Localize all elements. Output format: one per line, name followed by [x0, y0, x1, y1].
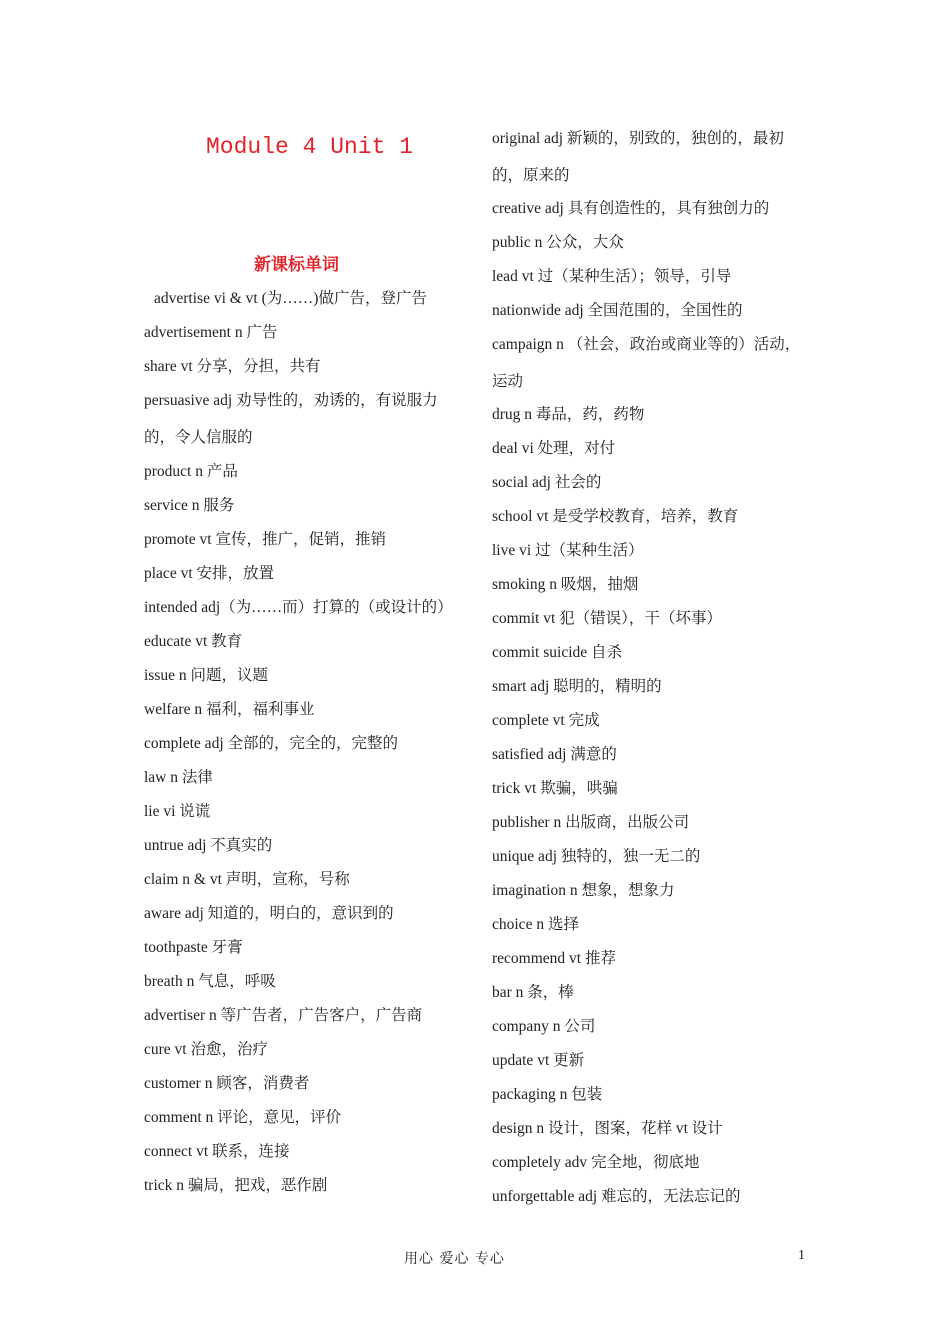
vocab-entry: issue n 问题，议题 [144, 667, 269, 684]
vocab-entry: deal vi 处理，对付 [492, 440, 616, 457]
vocab-entry: complete vt 完成 [492, 712, 600, 729]
vocab-entry: imagination n 想象，想象力 [492, 882, 675, 899]
vocab-entry: lead vt 过（某种生活）；领导，引导 [492, 268, 732, 285]
vocab-entry: campaign n （社会，政治或商业等的）活动，运动 [492, 336, 801, 390]
vocab-entry: smoking n 吸烟，抽烟 [492, 576, 639, 593]
vocab-entry: share vt 分享，分担，共有 [144, 358, 321, 375]
vocab-entry: design n 设计，图案，花样 vt 设计 [492, 1120, 723, 1137]
vocab-entry: commit suicide 自杀 [492, 644, 623, 661]
vocab-entry: aware adj 知道的，明白的，意识到的 [144, 905, 394, 922]
vocab-entry: school vt 是受学校教育，培养，教育 [492, 508, 739, 525]
vocab-entry: nationwide adj 全国范围的，全国性的 [492, 302, 743, 319]
vocab-entry: lie vi 说谎 [144, 803, 211, 820]
vocab-entry: company n 公司 [492, 1018, 596, 1035]
footer-motto: 用心 爱心 专心 [404, 1251, 505, 1267]
vocab-entry: advertiser n 等广告者，广告客户，广告商 [144, 1007, 423, 1024]
vocab-entry: publisher n 出版商，出版公司 [492, 814, 690, 831]
vocab-entry: bar n 条，棒 [492, 984, 574, 1001]
vocab-entry: customer n 顾客，消费者 [144, 1075, 310, 1092]
page-title: Module 4 Unit 1 [206, 134, 414, 160]
vocab-entry: commit vt 犯（错误），干（坏事） [492, 610, 722, 627]
vocab-entry: claim n & vt 声明，宣称，号称 [144, 871, 350, 888]
vocab-entry: toothpaste 牙膏 [144, 939, 243, 956]
vocab-entry: breath n 气息，呼吸 [144, 973, 276, 990]
vocab-entry: public n 公众，大众 [492, 234, 624, 251]
vocab-entry: welfare n 福利，福利事业 [144, 701, 315, 718]
vocab-entry: promote vt 宣传，推广，促销，推销 [144, 531, 386, 548]
vocab-entry: complete adj 全部的，完全的，完整的 [144, 735, 398, 752]
vocab-entry: law n 法律 [144, 769, 213, 786]
vocab-entry: intended adj（为……而）打算的（或设计的） [144, 599, 453, 616]
vocab-entry: place vt 安排，放置 [144, 565, 275, 582]
vocab-entry: persuasive adj 劝导性的，劝诱的，有说服力的，令人信服的 [144, 392, 438, 446]
vocab-entry: packaging n 包装 [492, 1086, 603, 1103]
vocab-entry: satisfied adj 满意的 [492, 746, 617, 763]
vocab-entry: choice n 选择 [492, 916, 579, 933]
vocab-entry: unforgettable adj 难忘的，无法忘记的 [492, 1188, 741, 1205]
page-number: 1 [798, 1248, 805, 1263]
vocab-entry: original adj 新颖的，别致的，独创的，最初的，原来的 [492, 130, 784, 184]
vocab-entry: creative adj 具有创造性的，具有独创力的 [492, 200, 770, 217]
vocab-entry: connect vt 联系，连接 [144, 1143, 290, 1160]
vocab-entry: comment n 评论，意见，评价 [144, 1109, 342, 1126]
vocab-entry: trick n 骗局，把戏，恶作剧 [144, 1177, 328, 1194]
vocab-entry: untrue adj 不真实的 [144, 837, 273, 854]
vocab-entry: recommend vt 推荐 [492, 950, 616, 967]
vocab-entry: social adj 社会的 [492, 474, 602, 491]
section-heading: 新课标单词 [254, 255, 339, 275]
vocab-entry: smart adj 聪明的，精明的 [492, 678, 662, 695]
vocab-entry: completely adv 完全地，彻底地 [492, 1154, 700, 1171]
vocab-entry: advertisement n 广告 [144, 324, 278, 341]
vocab-entry: advertise vi & vt (为……)做广告，登广告 [154, 290, 427, 307]
vocab-entry: unique adj 独特的，独一无二的 [492, 848, 701, 865]
vocab-entry: live vi 过（某种生活） [492, 542, 644, 559]
vocab-entry: cure vt 治愈，治疗 [144, 1041, 268, 1058]
vocab-entry: educate vt 教育 [144, 633, 243, 650]
vocab-entry: drug n 毒品，药，药物 [492, 406, 645, 423]
vocab-entry: product n 产品 [144, 463, 238, 480]
vocab-entry: trick vt 欺骗，哄骗 [492, 780, 618, 797]
vocab-entry: update vt 更新 [492, 1052, 585, 1069]
vocab-entry: service n 服务 [144, 497, 235, 514]
